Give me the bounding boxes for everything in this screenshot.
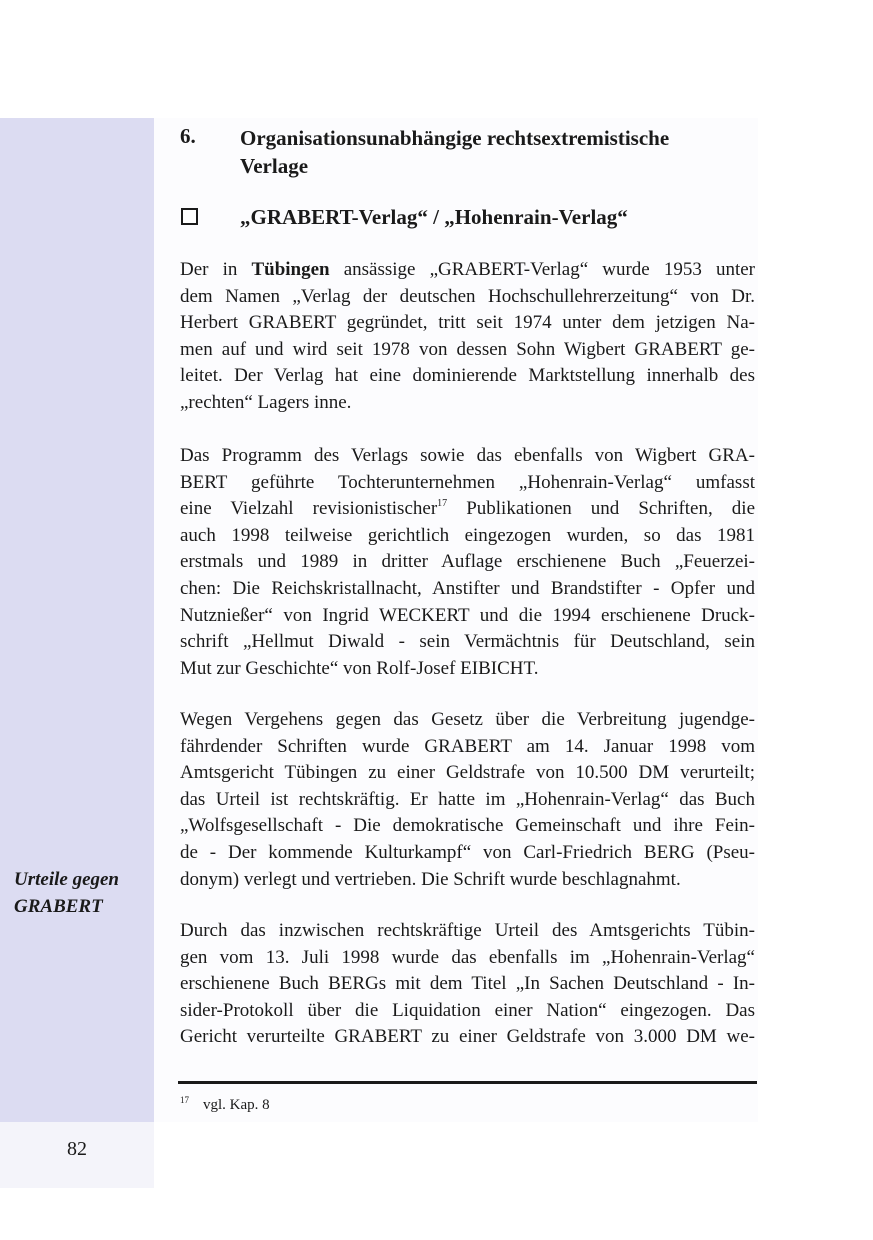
margin-note — [14, 866, 152, 920]
text-line: Durch das inzwischen rechtskräftige Urteil des Amtsgerichts Tübin- — [180, 920, 755, 941]
text-line: eine Vielzahl revisionistischer$^{17}$ Publikationen und Schriften, die — [180, 498, 755, 520]
text-line: Der in Tübingen ansässige „GRABERT-Verlag“ wurde 1953 unter — [180, 259, 755, 280]
text-line: Gericht verurteilte GRABERT zu einer Geldstrafe von 3.000 DM we- — [180, 1026, 755, 1048]
checkbox-bullet-icon — [181, 208, 198, 225]
paragraph-1 — [180, 257, 755, 417]
text-line: sider-Protokoll über die Liquidation einer Nation“ eingezogen. Das — [180, 999, 755, 1021]
paragraph-3 — [180, 707, 755, 893]
footnote-reference[interactable]: 17 — [437, 498, 448, 510]
text-line: BERT geführte Tochterunternehmen „Hohenrain-Verlag“ umfasst — [180, 471, 755, 493]
text-line: schrift „Hellmut Diwald - sein Vermächtnis für Deutschland, sein — [180, 631, 755, 653]
text-line: chen: Die Reichskristallnacht, Anstifter und Brandstifter - Opfer und — [180, 577, 755, 599]
footnote-divider — [178, 1081, 757, 1084]
text-line: Amtsgericht Tübingen zu einer Geldstrafe von 10.500 DM verurteilt; — [180, 762, 755, 784]
margin-sidebar — [0, 118, 154, 1122]
text-line: de - Der kommende Kulturkampf“ von Carl-Friedrich BERG (Pseu- — [180, 841, 755, 863]
text-line: „Wolfsgesellschaft - Die demokratische Gemeinschaft und ihre Fein- — [180, 815, 755, 837]
text-line: fährdender Schriften wurde GRABERT am 14. Januar 1998 vom — [180, 735, 755, 757]
footnote-text: vgl. Kap. 8 — [203, 1097, 270, 1113]
text-line: Nutznießer“ von Ingrid WECKERT und die 1994 erschienene Druck- — [180, 604, 755, 626]
section-title-line: Verlage — [240, 154, 309, 178]
text-line: erstmals und 1989 in dritter Auflage erschienene Buch „Feuerzei- — [180, 551, 755, 573]
bold-location: Tübingen — [251, 259, 330, 280]
text-line: das Urteil ist rechtskräftig. Er hatte im „Hohenrain-Verlag“ das Buch — [180, 788, 755, 810]
text-line: gen vom 13. Juli 1998 wurde das ebenfalls im „Hohenrain-Verlag“ — [180, 946, 755, 968]
paragraph-2 — [180, 443, 755, 682]
text-line: dem Namen „Verlag der deutschen Hochschullehrerzeitung“ von Dr. — [180, 285, 755, 307]
margin-note-line: Urteile gegen — [14, 869, 120, 890]
footnote — [180, 1095, 270, 1114]
section-title — [240, 124, 740, 180]
text-line: Wegen Vergehens gegen das Gesetz über die Verbreitung jugendge- — [180, 709, 755, 730]
text-line: auch 1998 teilweise gerichtlich eingezogen wurden, so das 1981 — [180, 524, 755, 546]
text-line: men auf und wird seit 1978 von dessen Sohn Wigbert GRABERT ge- — [180, 338, 755, 360]
text-line: Herbert GRABERT gegründet, tritt seit 1974 unter dem jetzigen Na- — [180, 312, 755, 334]
section-number: 6. — [180, 124, 196, 148]
text-line: erschienene Buch BERGs mit dem Titel „In Sachen Deutschland - In- — [180, 973, 755, 995]
text-line: donym) verlegt und vertrieben. Die Schrift wurde beschlagnahmt. — [180, 868, 681, 890]
margin-note-line: GRABERT — [14, 896, 103, 917]
footnote-number: 17 — [180, 1095, 189, 1105]
text-line: Das Programm des Verlags sowie das ebenfalls von Wigbert GRA- — [180, 445, 755, 466]
subsection-title: „GRABERT-Verlag“ / „Hohenrain-Verlag“ — [240, 205, 628, 229]
paragraph-4 — [180, 918, 755, 1051]
page-number: 82 — [67, 1138, 87, 1160]
section-title-line: Organisationsunabhängige rechtsextremistische — [240, 126, 670, 150]
text-line: Mut zur Geschichte“ von Rolf-Josef EIBICHT. — [180, 657, 539, 679]
text-line: „rechten“ Lagers inne. — [180, 391, 352, 413]
text-line: leitet. Der Verlag hat eine dominierende Marktstellung innerhalb des — [180, 365, 755, 387]
